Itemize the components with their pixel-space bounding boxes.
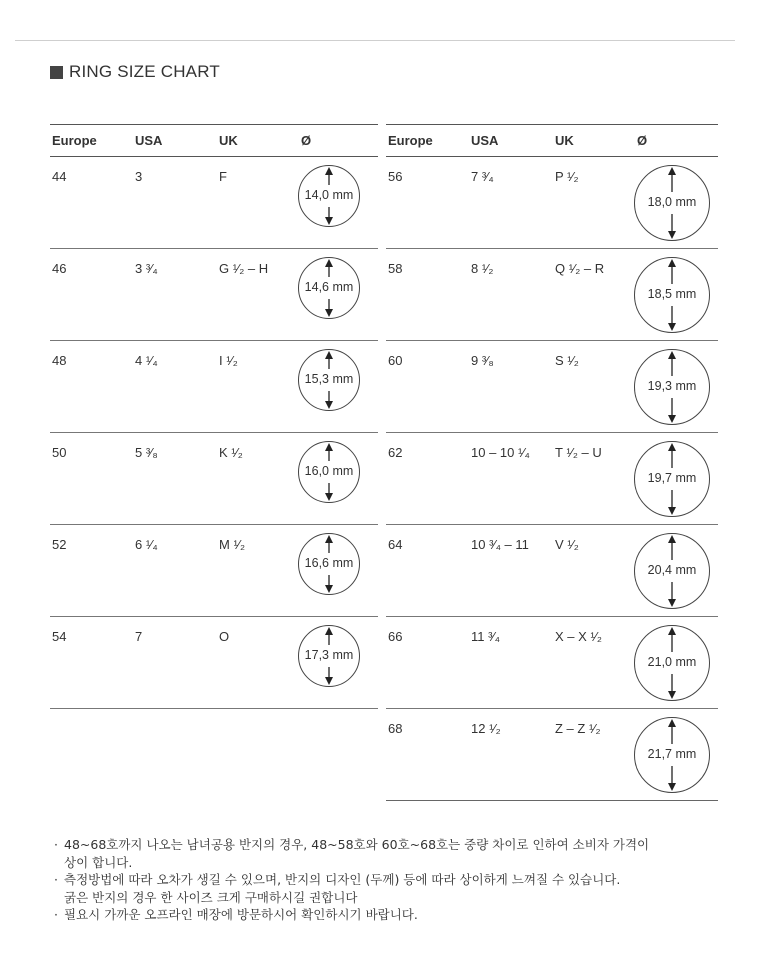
diameter-ring-icon	[634, 349, 710, 425]
size-europe: 60	[388, 353, 403, 368]
note-text: 측정방법에 따라 오차가 생길 수 있으며, 반지의 디자인 (두께) 등에 따라 상이하게 느껴질 수 있습니다.	[64, 872, 621, 887]
size-europe: 54	[52, 629, 67, 644]
size-uk: O	[219, 629, 230, 644]
size-uk: X – X ¹⁄₂	[555, 629, 602, 644]
notes	[54, 836, 734, 924]
size-europe: 46	[52, 261, 67, 276]
table-row	[386, 249, 718, 341]
diameter-ring-icon	[298, 533, 360, 595]
table-row	[386, 525, 718, 617]
diameter-label: 18,0 mm	[647, 195, 697, 209]
diameter-label: 18,5 mm	[647, 287, 697, 301]
bullet: ·	[54, 872, 58, 887]
size-europe: 48	[52, 353, 67, 368]
table-row	[386, 709, 718, 801]
size-uk: V ¹⁄₂	[555, 537, 579, 552]
header-europe: Europe	[52, 133, 97, 148]
table-row	[50, 433, 378, 525]
table-row	[50, 617, 378, 709]
size-europe: 56	[388, 169, 403, 184]
top-divider	[15, 40, 735, 41]
size-europe: 44	[52, 169, 67, 184]
diameter-ring-icon	[634, 257, 710, 333]
size-usa: 6 ¹⁄₄	[135, 537, 158, 552]
size-usa: 5 ³⁄₈	[135, 445, 158, 460]
diameter-label: 19,7 mm	[647, 471, 697, 485]
diameter-ring-icon	[634, 717, 710, 793]
table-header	[386, 124, 718, 157]
header-usa: USA	[471, 133, 499, 148]
diameter-ring-icon	[298, 625, 360, 687]
diameter-label: 17,3 mm	[304, 648, 354, 662]
size-usa: 3	[135, 169, 143, 184]
diameter-label: 14,0 mm	[304, 188, 354, 202]
diameter-ring-icon	[634, 441, 710, 517]
size-europe: 62	[388, 445, 403, 460]
size-usa: 9 ³⁄₈	[471, 353, 494, 368]
table-row	[386, 617, 718, 709]
diameter-label: 16,6 mm	[304, 556, 354, 570]
table-row	[386, 341, 718, 433]
diameter-label: 16,0 mm	[304, 464, 354, 478]
diameter-ring-icon	[634, 533, 710, 609]
size-europe: 68	[388, 721, 403, 736]
table-row	[386, 157, 718, 249]
header-diameter: Ø	[301, 133, 312, 148]
size-uk: I ¹⁄₂	[219, 353, 238, 368]
note-text: 굵은 반지의 경우 한 사이즈 크게 구매하시길 권합니다	[64, 889, 358, 905]
page-title: RING SIZE CHART	[69, 62, 220, 81]
size-usa: 4 ¹⁄₄	[135, 353, 158, 368]
size-uk: T ¹⁄₂ – U	[555, 445, 602, 460]
diameter-ring-icon	[298, 441, 360, 503]
size-uk: Z – Z ¹⁄₂	[555, 721, 601, 736]
size-usa: 10 ³⁄₄ – 11	[471, 537, 529, 552]
diameter-ring-icon	[298, 165, 360, 227]
size-uk: M ¹⁄₂	[219, 537, 245, 552]
header-usa: USA	[135, 133, 163, 148]
size-europe: 58	[388, 261, 403, 276]
diameter-label: 21,7 mm	[647, 747, 697, 761]
size-europe: 66	[388, 629, 403, 644]
size-europe: 64	[388, 537, 403, 552]
diameter-label: 20,4 mm	[647, 563, 697, 577]
table-header	[50, 124, 378, 157]
table-row	[50, 157, 378, 249]
size-europe: 52	[52, 537, 67, 552]
header-uk: UK	[555, 133, 574, 148]
bullet: ·	[54, 837, 58, 852]
size-table-left	[50, 124, 378, 709]
size-europe: 50	[52, 445, 67, 460]
note-text: 상이 합니다.	[64, 854, 133, 870]
size-uk: F	[219, 169, 227, 184]
size-usa: 10 – 10 ¹⁄₄	[471, 445, 530, 460]
chart-title	[50, 62, 220, 82]
table-row	[50, 525, 378, 617]
diameter-label: 19,3 mm	[647, 379, 697, 393]
header-europe: Europe	[388, 133, 433, 148]
size-usa: 3 ³⁄₄	[135, 261, 158, 276]
size-uk: G ¹⁄₂ – H	[219, 261, 269, 276]
size-usa: 12 ¹⁄₂	[471, 721, 501, 736]
table-row	[50, 249, 378, 341]
size-table-right	[386, 124, 718, 801]
size-usa: 7	[135, 629, 143, 644]
header-uk: UK	[219, 133, 238, 148]
table-row	[50, 341, 378, 433]
size-usa: 11 ³⁄₄	[471, 629, 500, 644]
diameter-ring-icon	[298, 349, 360, 411]
size-uk: P ¹⁄₂	[555, 169, 579, 184]
diameter-label: 15,3 mm	[304, 372, 354, 386]
size-uk: Q ¹⁄₂ – R	[555, 261, 605, 276]
diameter-label: 14,6 mm	[304, 280, 354, 294]
size-uk: K ¹⁄₂	[219, 445, 243, 460]
diameter-ring-icon	[298, 257, 360, 319]
note-item	[54, 836, 734, 854]
title-square-icon	[50, 66, 63, 79]
diameter-ring-icon	[634, 625, 710, 701]
note-item	[54, 906, 734, 924]
note-text: 필요시 가까운 오프라인 매장에 방문하시어 확인하시기 바랍니다.	[64, 907, 418, 922]
bullet: ·	[54, 907, 58, 922]
header-diameter: Ø	[637, 133, 648, 148]
note-text: 48~68호까지 나오는 남녀공용 반지의 경우, 48~58호와 60호~68호는 중량 차이로 인하여 소비자 가격이	[64, 837, 650, 852]
diameter-ring-icon	[634, 165, 710, 241]
note-item	[54, 871, 734, 889]
size-usa: 8 ¹⁄₂	[471, 261, 494, 276]
size-usa: 7 ³⁄₄	[471, 169, 494, 184]
size-uk: S ¹⁄₂	[555, 353, 579, 368]
diameter-label: 21,0 mm	[647, 655, 697, 669]
table-row	[386, 433, 718, 525]
